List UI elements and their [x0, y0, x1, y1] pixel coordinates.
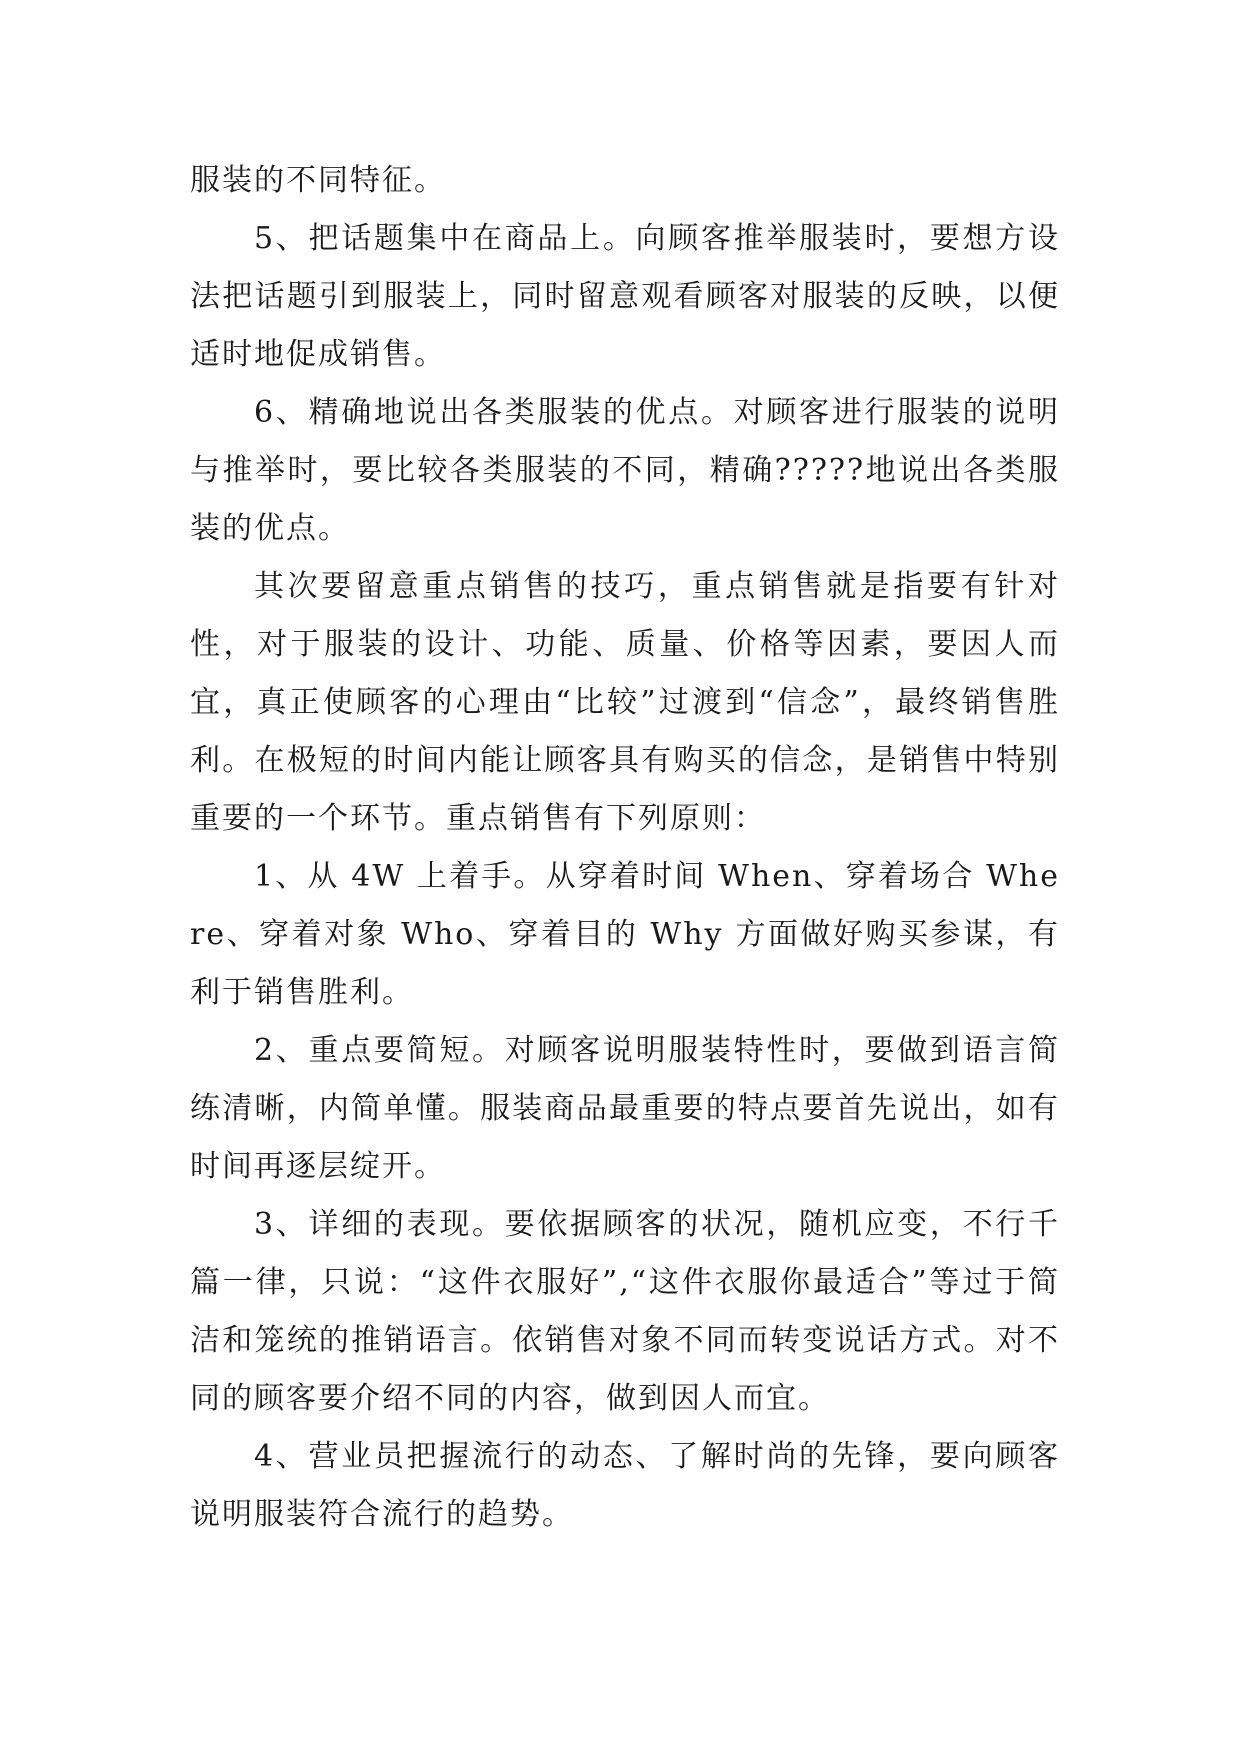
paragraph-item-5: 5、把话题集中在商品上。向顾客推举服装时，要想方设法把话题引到服装上，同时留意观看顾客对服装的反映，以便适时地促成销售。	[190, 221, 1060, 372]
document-page	[190, 152, 1060, 1544]
paragraph-continuation: 服装的不同特征。	[190, 163, 446, 198]
paragraph-principle-2: 2、重点要简短。对顾客说明服装特性时，要做到语言简练清晰，内简单懂。服装商品最重要的特点要首先说出，如有时间再逐层绽开。	[190, 1033, 1060, 1184]
paragraph-item-6: 6、精确地说出各类服装的优点。对顾客进行服装的说明与推举时，要比较各类服装的不同，精确?????地说出各类服装的优点。	[190, 395, 1060, 546]
paragraph-key-selling: 其次要留意重点销售的技巧，重点销售就是指要有针对性，对于服装的设计、功能、质量、价格等因素，要因人而宜，真正使顾客的心理由“比较”过渡到“信念”，最终销售胜利。在极短的时间内能让顾客具有购买的信念，是销售中特别重要的一个环节。重点销售有下列原则：	[190, 569, 1060, 836]
paragraph-principle-3: 3、详细的表现。要依据顾客的状况，随机应变，不行千篇一律，只说：“这件衣服好”,“这件衣服你最适合”等过于简洁和笼统的推销语言。依销售对象不同而转变说话方式。对不同的顾客要介绍不同的内容，做到因人而宜。	[190, 1207, 1060, 1416]
paragraph-principle-1: 1、从 4W 上着手。从穿着时间 When、穿着场合 Where、穿着对象 Who、穿着目的 Why 方面做好购买参谋，有利于销售胜利。	[190, 859, 1060, 1010]
paragraph-principle-4: 4、营业员把握流行的动态、了解时尚的先锋，要向顾客说明服装符合流行的趋势。	[190, 1439, 1060, 1532]
